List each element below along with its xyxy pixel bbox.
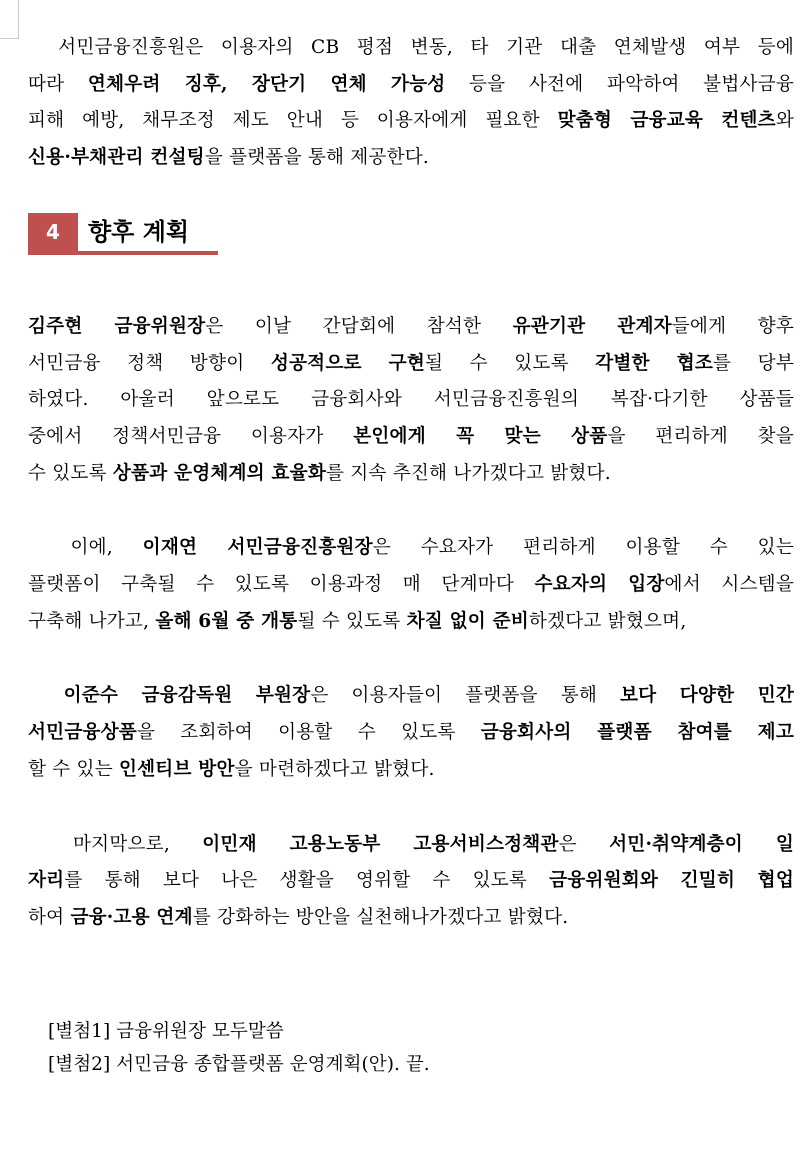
document-body xyxy=(28,30,794,1081)
line xyxy=(28,604,794,641)
line xyxy=(28,863,794,900)
text: 플랫폼이 구축될 수 있도록 이용과정 매 단계마다 xyxy=(28,574,535,596)
bold-text: 금융·고용 연계 xyxy=(70,906,193,928)
text: 수 있도록 xyxy=(28,462,113,484)
bold-text: 이재연 서민금융진흥원장 xyxy=(142,537,373,559)
paragraph-kinfa-president xyxy=(28,530,794,640)
bold-text: 서민·취약계층이 일 xyxy=(609,833,794,855)
text: 를 강화하는 방안을 실천해나가겠다고 밝혔다. xyxy=(192,906,569,928)
bold-text: 상품과 운영체계의 효율화 xyxy=(112,462,326,484)
line xyxy=(28,715,794,752)
bold-text: 차질 없이 준비 xyxy=(406,610,529,632)
text: 와 xyxy=(775,110,794,132)
bold-text: 자리 xyxy=(28,870,65,892)
paragraph-fsc-chairman xyxy=(28,309,794,493)
text: 이에, xyxy=(28,537,143,559)
bold-text: 성공적으로 구현 xyxy=(270,352,425,374)
section-number-badge: 4 xyxy=(28,213,78,251)
text: 들에게 향후 xyxy=(671,315,795,337)
paragraph-labor-ministry xyxy=(28,827,794,937)
text: 은 수요자가 편리하게 이용할 수 있는 xyxy=(372,537,795,559)
line xyxy=(28,346,794,383)
bold-text: 수요자의 입장 xyxy=(534,574,665,596)
line xyxy=(28,752,794,789)
text: 은 xyxy=(558,833,610,855)
bold-text: 금융위원회와 긴밀히 협업 xyxy=(549,870,794,892)
bold-text: 유관기관 관계자 xyxy=(512,315,672,337)
text: 을 편리하게 찾을 xyxy=(607,425,794,447)
line xyxy=(28,827,794,864)
text: 될 수 있도록 xyxy=(297,610,407,632)
text: 할 수 있는 xyxy=(28,758,119,780)
text: 피해 예방, 채무조정 제도 안내 등 이용자에게 필요한 xyxy=(28,110,558,132)
attachment-2: [별첨2] 서민금융 종합플랫폼 운영계획(안). 끝. xyxy=(48,1053,430,1075)
line xyxy=(28,530,794,567)
section-heading xyxy=(28,213,218,259)
section-underline xyxy=(28,251,218,255)
line xyxy=(28,419,794,456)
text: 서민금융 정책 방향이 xyxy=(28,352,271,374)
text: 에서 시스템을 xyxy=(664,574,794,596)
bold-text: 김주현 금융위원장 xyxy=(28,315,206,337)
text: 를 지속 추진해 나가겠다고 밝혔다. xyxy=(326,462,611,484)
text: 등을 사전에 파악하여 불법사금융 xyxy=(445,73,794,95)
paragraph-platform-services xyxy=(28,30,794,177)
spacer xyxy=(28,937,794,1015)
line xyxy=(28,567,794,604)
bold-text: 본인에게 꼭 맞는 상품 xyxy=(353,425,608,447)
text: 을 마련하겠다고 밝혔다. xyxy=(234,758,435,780)
bold-text: 이민재 고용노동부 고용서비스정책관 xyxy=(202,833,559,855)
text: 을 플랫폼을 통해 제공한다. xyxy=(204,147,430,169)
text: 를 통해 보다 나은 생활을 영위할 수 있도록 xyxy=(64,870,550,892)
text: 따라 xyxy=(28,73,88,95)
text: 서민금융진흥원은 이용자의 CB 평점 변동, 타 기관 대출 연체발생 여부 등에 xyxy=(28,37,794,58)
text: 하였다. 아울러 앞으로도 금융회사와 서민금융진흥원의 복잡·다기한 상품들 xyxy=(28,389,794,411)
text xyxy=(28,685,64,706)
bold-text: 이준수 금융감독원 부원장 xyxy=(63,685,311,707)
text: 은 이날 간담회에 참석한 xyxy=(205,315,513,337)
spacer xyxy=(28,789,794,827)
text: 하겠다고 밝혔으며, xyxy=(528,610,687,632)
line xyxy=(28,30,794,67)
spacer xyxy=(28,259,794,309)
line xyxy=(28,309,794,346)
text: 를 당부 xyxy=(713,352,794,374)
bold-text: 보다 다양한 민간 xyxy=(619,685,795,707)
page-corner-mark xyxy=(0,0,19,39)
text: 하여 xyxy=(28,906,71,928)
text: 마지막으로, xyxy=(28,833,203,855)
text: 중에서 정책서민금융 이용자가 xyxy=(28,425,354,447)
text: 구축해 나가고, xyxy=(28,610,156,632)
text: 은 이용자들이 플랫폼을 통해 xyxy=(310,685,620,707)
spacer xyxy=(28,492,794,530)
line xyxy=(28,67,794,104)
line xyxy=(28,382,794,419)
section-title: 향후 계획 xyxy=(88,217,190,246)
spacer xyxy=(28,640,794,678)
bold-text: 각별한 협조 xyxy=(595,352,714,374)
bold-text: 신용·부채관리 컨설팅 xyxy=(28,147,205,169)
text: 을 조회하여 이용할 수 있도록 xyxy=(136,722,481,744)
line xyxy=(28,678,794,715)
bold-text: 맞춤형 금융교육 컨텐츠 xyxy=(557,110,776,132)
bold-text: 금융회사의 플랫폼 참여를 제고 xyxy=(480,722,795,744)
paragraph-fss-vice-governor xyxy=(28,678,794,788)
bold-text: 연체우려 징후, 장단기 연체 가능성 xyxy=(87,73,446,95)
bold-text: 올해 6월 중 개통 xyxy=(155,610,298,632)
bold-text: 인센티브 방안 xyxy=(118,758,235,780)
line xyxy=(28,140,794,177)
text: 될 수 있도록 xyxy=(425,352,596,374)
attachment-1: [별첨1] 금융위원장 모두말씀 xyxy=(48,1020,284,1042)
line xyxy=(28,103,794,140)
line xyxy=(28,456,794,493)
line xyxy=(28,900,794,937)
bold-text: 서민금융상품 xyxy=(28,722,137,744)
